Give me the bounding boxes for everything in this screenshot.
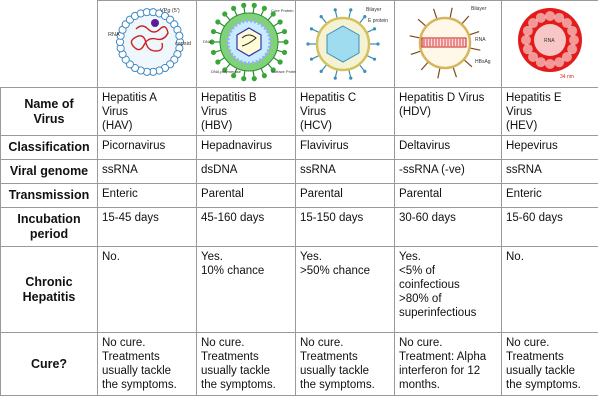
hev-image-cell — [502, 1, 598, 88]
image-row — [1, 1, 598, 88]
transmission-row-header — [1, 184, 98, 208]
cell-line: 15-45 days — [102, 212, 159, 224]
transmission-cell-hbv — [197, 184, 296, 208]
svg-text:Bilayer: Bilayer — [471, 6, 487, 12]
cell-line: usually tackle — [201, 365, 271, 377]
svg-text:HBsAg: HBsAg — [475, 59, 491, 65]
cell-line: Hepatitis E — [506, 92, 562, 104]
svg-text:34 nm: 34 nm — [560, 74, 574, 80]
cell-line: (HAV) — [102, 120, 133, 132]
cure-cell-hev — [502, 333, 598, 396]
row-header-line: Transmission — [8, 188, 90, 202]
row-header-line: Cure? — [30, 356, 68, 371]
cell-line: Virus — [300, 106, 326, 118]
cell-line: Virus — [201, 106, 227, 118]
cell-line: ssRNA — [300, 164, 336, 176]
incubation-cell-hbv — [197, 208, 296, 247]
row-header-line: Classification — [8, 140, 90, 154]
transmission-cell-hav — [98, 184, 197, 208]
cell-line: usually tackle — [300, 365, 370, 377]
genome-cell-hav — [98, 160, 197, 184]
chronic-cell-hav — [98, 247, 197, 333]
svg-text:E protein: E protein — [368, 18, 389, 24]
cell-line: No cure. — [399, 337, 443, 349]
cell-line: usually tackle — [102, 365, 172, 377]
row-header-line: period — [29, 227, 69, 241]
chronic-cell-hcv — [296, 247, 395, 333]
cell-line: usually tackle — [506, 365, 576, 377]
cell-line: 15-150 days — [300, 212, 364, 224]
cell-line: 45-160 days — [201, 212, 265, 224]
hav-virus-image — [98, 1, 197, 83]
cell-line: coinfectious — [399, 279, 460, 291]
cell-line: Hepatitis A — [102, 92, 157, 104]
cell-line: Hepatitis D Virus — [399, 92, 485, 104]
row-header-line: Viral genome — [9, 164, 89, 178]
incubation-cell-hdv — [395, 208, 502, 247]
cell-line: Treatment: Alpha — [399, 351, 487, 363]
transmission-cell-hev — [502, 184, 598, 208]
classification-cell-hcv — [296, 136, 395, 160]
cell-line: Hepatitis C — [300, 92, 357, 104]
genome-cell-hdv — [395, 160, 502, 184]
cell-line: Virus — [102, 106, 128, 118]
cell-line: Hepevirus — [506, 140, 558, 152]
svg-text:DNA polymerase: DNA polymerase — [211, 69, 242, 74]
cell-line: Yes. — [300, 251, 322, 263]
genome-cell-hcv — [296, 160, 395, 184]
svg-text:DNA: DNA — [203, 39, 212, 44]
cell-line: 15-60 days — [506, 212, 563, 224]
svg-text:RNA: RNA — [108, 32, 120, 38]
genome-cell-hbv — [197, 160, 296, 184]
name-cell-hev — [502, 88, 598, 136]
cell-line: the symptoms. — [506, 379, 581, 391]
cell-line: Treatments — [102, 351, 160, 363]
cell-line: superinfectious — [399, 307, 477, 319]
cell-line: Picornavirus — [102, 140, 166, 152]
transmission-row — [1, 184, 598, 208]
cell-line: Deltavirus — [399, 140, 451, 152]
cell-line: No cure. — [300, 337, 344, 349]
cell-line: months. — [399, 379, 440, 391]
cell-line: >50% chance — [300, 265, 371, 277]
cell-line: Enteric — [102, 188, 138, 200]
chronic-cell-hev — [502, 247, 598, 333]
transmission-cell-hdv — [395, 184, 502, 208]
cell-line: Treatments — [201, 351, 259, 363]
corner-cell — [1, 1, 98, 88]
cell-line: the symptoms. — [201, 379, 276, 391]
svg-text:Core Protein: Core Protein — [271, 8, 294, 13]
genome-row — [1, 160, 598, 184]
incubation-cell-hcv — [296, 208, 395, 247]
hdv-virus-image — [395, 1, 502, 83]
svg-text:VPg (5'): VPg (5') — [160, 8, 180, 14]
svg-text:Surface Protein: Surface Protein — [271, 69, 296, 74]
cell-line: Treatments — [506, 351, 564, 363]
cell-line: Parental — [201, 188, 244, 200]
row-header-line: Hepatitis — [22, 289, 76, 304]
cell-line: interferon for 12 — [399, 365, 481, 377]
cell-line: (HCV) — [300, 120, 332, 132]
classification-row — [1, 136, 598, 160]
chronic-cell-hbv — [197, 247, 296, 333]
chronic-cell-hdv — [395, 247, 502, 333]
hdv-image-cell — [395, 1, 502, 88]
cure-cell-hcv — [296, 333, 395, 396]
cell-line: 30-60 days — [399, 212, 456, 224]
incubation-row — [1, 208, 598, 247]
cell-line: No cure. — [506, 337, 550, 349]
incubation-row-header — [1, 208, 98, 247]
svg-text:RNA: RNA — [544, 38, 555, 44]
cell-line: ssRNA — [506, 164, 542, 176]
cell-line: (HDV) — [399, 106, 431, 118]
classification-cell-hav — [98, 136, 197, 160]
name-cell-hav — [98, 88, 197, 136]
cell-line: Virus — [506, 106, 532, 118]
row-header-line: Incubation — [17, 212, 81, 226]
name-cell-hbv — [197, 88, 296, 136]
cell-line: Parental — [300, 188, 343, 200]
hcv-virus-image — [296, 1, 395, 83]
cell-line: Hepatitis B — [201, 92, 257, 104]
row-header-line: Chronic — [25, 274, 73, 289]
cure-row — [1, 333, 598, 396]
classification-cell-hbv — [197, 136, 296, 160]
cure-cell-hdv — [395, 333, 502, 396]
cell-line: No cure. — [102, 337, 146, 349]
cell-line: No. — [102, 251, 120, 263]
cell-line: >80% of — [399, 293, 442, 305]
incubation-cell-hev — [502, 208, 598, 247]
genome-row-header — [1, 160, 98, 184]
name-row-header — [1, 88, 98, 136]
hbv-virus-image — [197, 1, 296, 83]
cell-line: No cure. — [201, 337, 245, 349]
hav-image-cell — [98, 1, 197, 88]
hev-virus-image — [502, 1, 598, 83]
cure-cell-hav — [98, 333, 197, 396]
classification-row-header — [1, 136, 98, 160]
cell-line: <5% of — [399, 265, 436, 277]
hcv-image-cell — [296, 1, 395, 88]
cell-line: Yes. — [399, 251, 421, 263]
name-row — [1, 88, 598, 136]
hbv-image-cell — [197, 1, 296, 88]
cell-line: -ssRNA (-ve) — [399, 164, 465, 176]
cell-line: Parental — [399, 188, 442, 200]
cell-line: the symptoms. — [102, 379, 177, 391]
name-cell-hdv — [395, 88, 502, 136]
cell-line: Flavivirus — [300, 140, 349, 152]
cell-line: Enteric — [506, 188, 542, 200]
svg-text:RNA: RNA — [475, 37, 486, 43]
cell-line: 10% chance — [201, 265, 265, 277]
cure-row-header — [1, 333, 98, 396]
cell-line: Hepadnavirus — [201, 140, 272, 152]
svg-text:Bilayer: Bilayer — [366, 7, 382, 13]
row-header-line: Virus — [33, 111, 65, 126]
genome-cell-hev — [502, 160, 598, 184]
chronic-row-header — [1, 247, 98, 333]
classification-cell-hev — [502, 136, 598, 160]
classification-cell-hdv — [395, 136, 502, 160]
cell-line: ssRNA — [102, 164, 138, 176]
cure-cell-hbv — [197, 333, 296, 396]
incubation-cell-hav — [98, 208, 197, 247]
cell-line: Treatments — [300, 351, 358, 363]
cell-line: dsDNA — [201, 164, 238, 176]
transmission-cell-hcv — [296, 184, 395, 208]
chronic-row — [1, 247, 598, 333]
cell-line: (HEV) — [506, 120, 538, 132]
row-header-line: Name of — [24, 96, 74, 111]
cell-line: the symptoms. — [300, 379, 375, 391]
name-cell-hcv — [296, 88, 395, 136]
cell-line: Yes. — [201, 251, 223, 263]
cell-line: (HBV) — [201, 120, 233, 132]
cell-line: No. — [506, 251, 524, 263]
svg-text:capsid: capsid — [175, 41, 191, 47]
